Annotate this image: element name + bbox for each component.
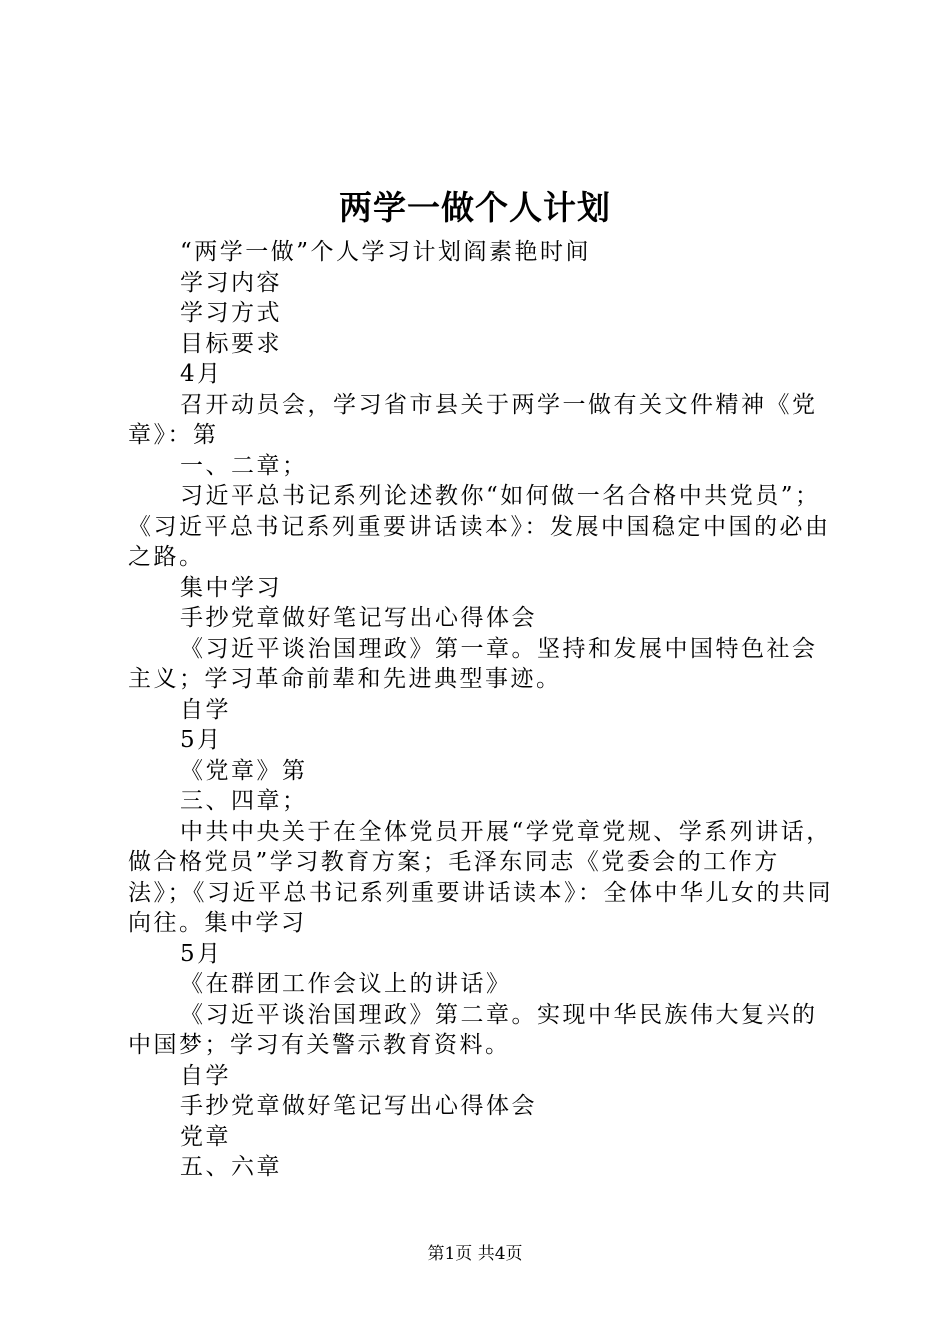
paragraph-goal: 目标要求 <box>180 330 282 357</box>
paragraph-study-method: 学习方式 <box>180 300 282 326</box>
paragraph-intro: “两学一做”个人学习计划阎素艳时间 <box>180 239 592 265</box>
paragraph-april: 4月 <box>180 361 223 387</box>
paragraph-study-content: 学习内容 <box>180 269 282 296</box>
paragraph-notes-1: 手抄党章做好笔记写出心得体会 <box>180 605 537 631</box>
document-title: 两学一做个人计划 <box>339 188 611 227</box>
paragraph-charter: 党章 <box>180 1123 231 1150</box>
paragraph-self-study-2: 自学 <box>180 1062 231 1089</box>
paragraph-chapters-5-6: 五、六章 <box>180 1154 282 1180</box>
paragraph-group-work-speech: 《在群团工作会议上的讲话》 <box>180 971 512 997</box>
paragraph-mobilization: 召开动员会，学习省市县关于两学一做有关文件精神《党章》：第 <box>128 391 818 448</box>
paragraph-chapters-1-2: 一、二章； <box>180 452 308 479</box>
page-footer: 第1页 共4页 <box>427 1244 523 1264</box>
paragraph-central-plan: 中共中央关于在全体党员开展“学党章党规、学系列讲话，做合格党员”学习教育方案；毛泽东同志《党委会的工作方法》；《习近平总书记系列重要讲话读本》：全体中华儿女的共同向往。集中学习 <box>128 818 833 936</box>
paragraph-governance-ch1: 《习近平谈治国理政》第一章。坚持和发展中国特色社会主义；学习革命前辈和先进典型事迹。 <box>128 635 818 692</box>
paragraph-party-charter: 《党章》第 <box>180 757 308 784</box>
paragraph-notes-2: 手抄党章做好笔记写出心得体会 <box>180 1093 537 1119</box>
paragraph-self-study-1: 自学 <box>180 696 231 723</box>
paragraph-group-study-1: 集中学习 <box>180 574 282 601</box>
document-body <box>128 237 838 1183</box>
paragraph-governance-ch2: 《习近平谈治国理政》第二章。实现中华民族伟大复兴的中国梦；学习有关警示教育资料。 <box>128 1001 818 1058</box>
paragraph-may-2: 5月 <box>180 940 223 967</box>
paragraph-xi-reading: 习近平总书记系列论述教你“如何做一名合格中共党员”；《习近平总书记系列重要讲话读本》：发展中国稳定中国的必由之路。 <box>128 483 831 570</box>
paragraph-may-1: 5月 <box>180 727 223 753</box>
paragraph-chapters-3-4: 三、四章； <box>180 788 308 814</box>
